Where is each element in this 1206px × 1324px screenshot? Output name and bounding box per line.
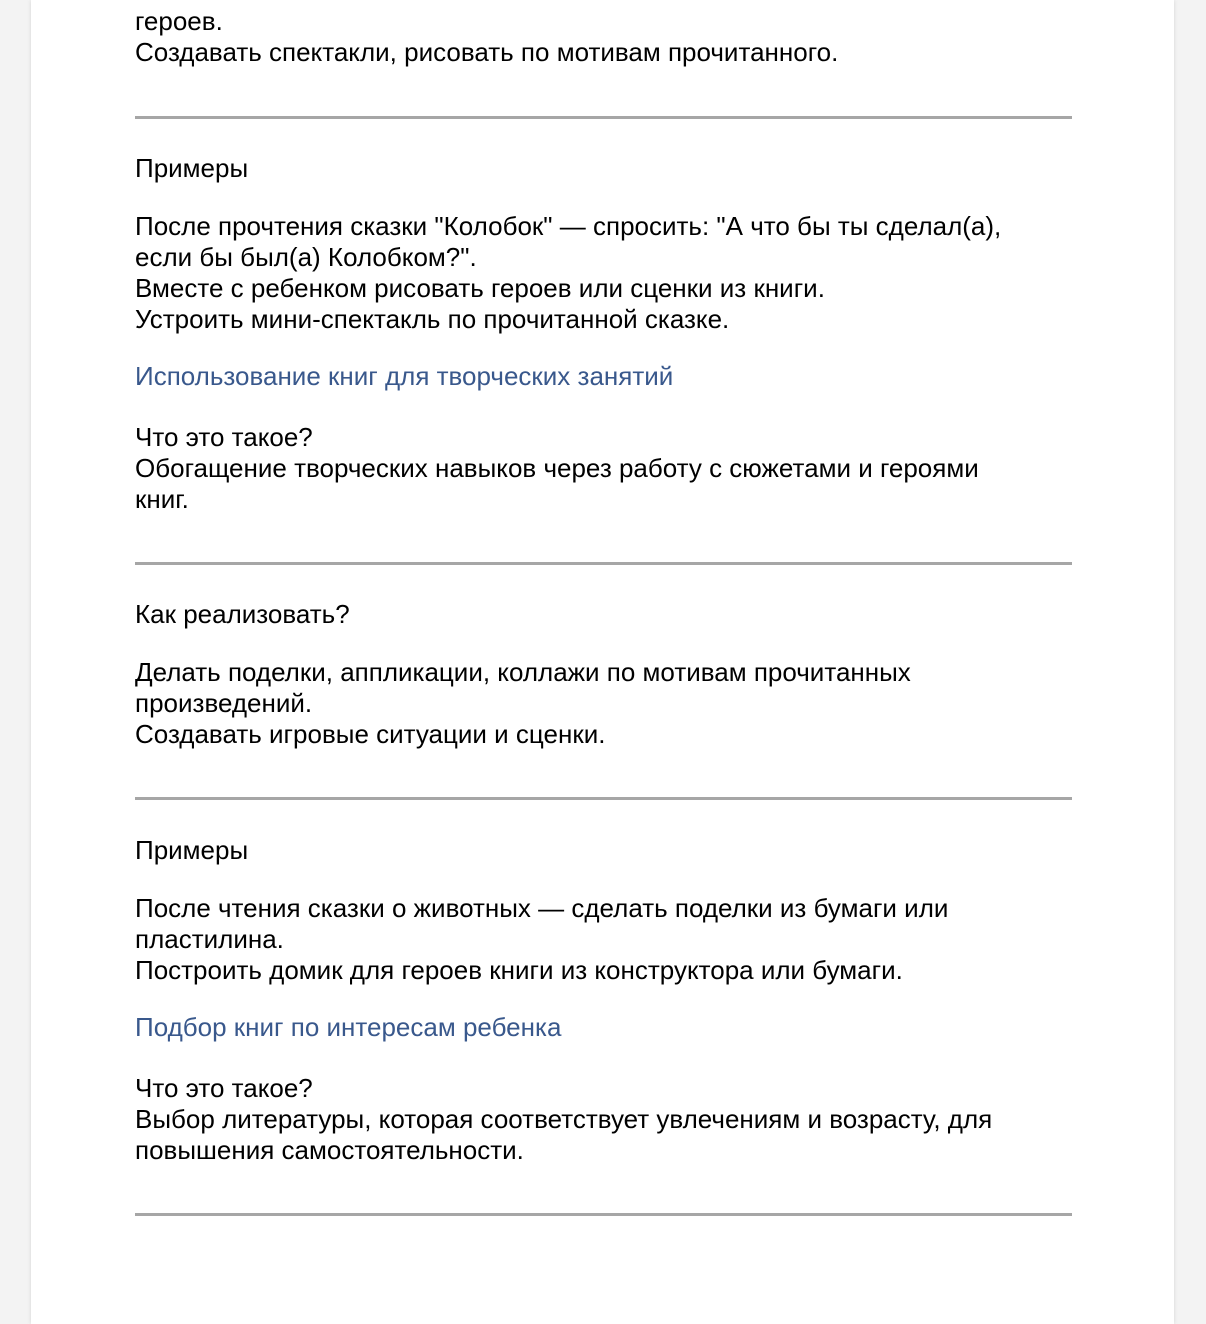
text-block bbox=[135, 6, 1075, 68]
document-page bbox=[31, 0, 1174, 1324]
text-line: Создавать игровые ситуации и сценки. bbox=[135, 719, 606, 749]
text-line: После прочтения сказки "Колобок" — спросить: "А что бы ты сделал(а), bbox=[135, 211, 1002, 241]
text-line: повышения самостоятельности. bbox=[135, 1135, 524, 1165]
examples-text bbox=[135, 893, 1075, 986]
examples-text bbox=[135, 211, 1075, 335]
text-line: Устроить мини-спектакль по прочитанной сказке. bbox=[135, 304, 730, 334]
text-line: произведений. bbox=[135, 688, 313, 718]
text-line: Обогащение творческих навыков через работу с сюжетами и героями bbox=[135, 453, 979, 483]
what-is-it-text bbox=[135, 1073, 1075, 1166]
divider bbox=[135, 1213, 1072, 1216]
divider bbox=[135, 116, 1072, 119]
text-line: После чтения сказки о животных — сделать поделки из бумаги или bbox=[135, 893, 949, 923]
text-line: Создавать спектакли, рисовать по мотивам прочитанного. bbox=[135, 37, 839, 67]
how-label: Как реализовать? bbox=[135, 599, 350, 629]
text-line: Построить домик для героев книги из конструктора или бумаги. bbox=[135, 955, 903, 985]
text-line: Выбор литературы, которая соответствует увлечениям и возрасту, для bbox=[135, 1104, 993, 1134]
how-text bbox=[135, 657, 1075, 750]
what-label: Что это такое? bbox=[135, 422, 313, 452]
what-label: Что это такое? bbox=[135, 1073, 313, 1103]
what-is-it-text bbox=[135, 422, 1075, 515]
divider bbox=[135, 562, 1072, 565]
text-line: Вместе с ребенком рисовать героев или сценки из книги. bbox=[135, 273, 825, 303]
text-line: если бы был(а) Колобком?". bbox=[135, 242, 477, 272]
divider bbox=[135, 797, 1072, 800]
examples-label: Примеры bbox=[135, 835, 249, 865]
text-line: пластилина. bbox=[135, 924, 284, 954]
section-heading-interests: Подбор книг по интересам ребенка bbox=[135, 1012, 562, 1042]
examples-label: Примеры bbox=[135, 153, 249, 183]
text-line: книг. bbox=[135, 484, 189, 514]
section-heading-creative: Использование книг для творческих занятий bbox=[135, 361, 674, 391]
text-line: героев. bbox=[135, 6, 223, 36]
text-line: Делать поделки, аппликации, коллажи по мотивам прочитанных bbox=[135, 657, 911, 687]
